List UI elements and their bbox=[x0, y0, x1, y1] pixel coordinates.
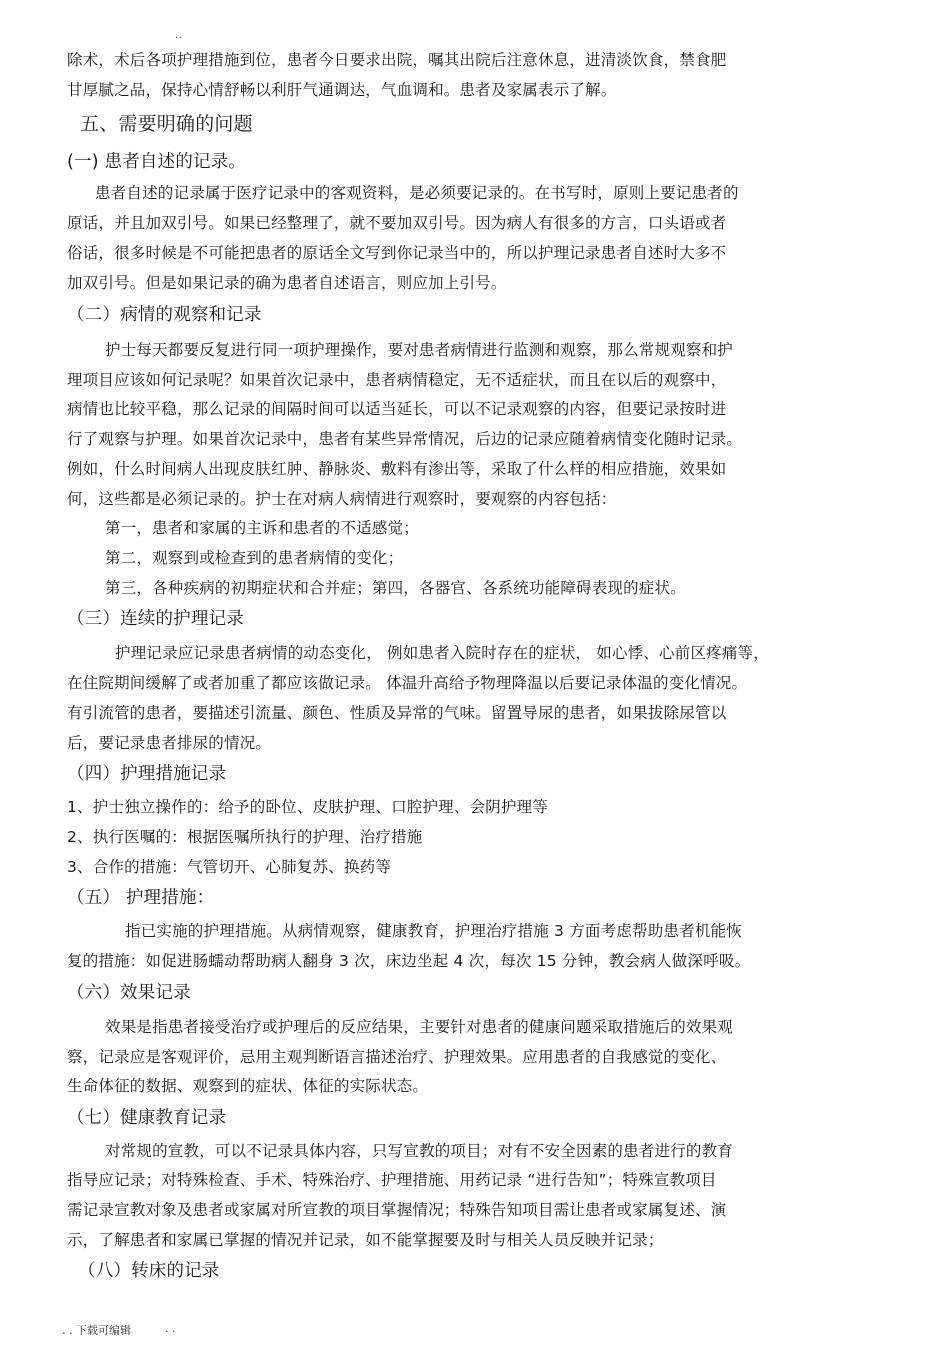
text-line: 俗话，很多时候是不可能把患者的原话全文写到你记录当中的，所以护理记录患者自述时大多不 bbox=[67, 244, 727, 262]
list-item: 第一，患者和家属的主诉和患者的不适感觉； bbox=[105, 519, 420, 537]
text-line: 指已实施的护理措施。从病情观察，健康教育，护理治疗措施 3 方面考虑帮助患者机能恢 bbox=[125, 922, 742, 940]
text-line: 对常规的宣教，可以不记录具体内容，只写宣教的项目；对有不安全因素的患者进行的教育 bbox=[105, 1142, 734, 1160]
text-line: 示，了解患者和家属已掌握的情况并记录，如不能掌握要及时与相关人员反映并记录； bbox=[67, 1231, 664, 1249]
text-line: 有引流管的患者，要描述引流量、颜色、性质及异常的气味。留置导尿的患者，如果拔除尿管以 bbox=[67, 704, 727, 722]
text-line: 例如，什么时间病人出现皮肤红肿、静脉炎、敷料有渗出等，采取了什么样的相应措施，效果如 bbox=[67, 460, 727, 478]
text-line: 加双引号。但是如果记录的确为患者自述语言，则应加上引号。 bbox=[67, 274, 507, 292]
subsection-heading: （五） 护理措施： bbox=[67, 888, 215, 908]
list-item: 3、合作的措施：气管切开、心肺复苏、换药等 bbox=[67, 858, 392, 876]
section-heading: 五、需要明确的问题 bbox=[80, 113, 253, 135]
text-line: 何，这些都是必须记录的。护士在对病人病情进行观察时，要观察的内容包括： bbox=[67, 490, 617, 508]
text-line: 病情也比较平稳，那么记录的间隔时间可以适当延长，可以不记录观察的内容，但要记录按时进 bbox=[67, 400, 727, 418]
text-line: 除术，术后各项护理措施到位，患者今日要求出院，嘱其出院后注意休息，进清淡饮食，禁食肥 bbox=[67, 51, 727, 69]
subsection-heading: （六）效果记录 bbox=[67, 983, 191, 1003]
subsection-heading: （三）连续的护理记录 bbox=[67, 609, 244, 629]
text-line: 效果是指患者接受治疗或护理后的反应结果，主要针对患者的健康问题采取措施后的效果观 bbox=[105, 1018, 734, 1036]
list-item: 第三，各种疾病的初期症状和合并症；第四，各器官、各系统功能障碍表现的症状。 bbox=[105, 579, 686, 597]
text-line: 患者自述的记录属于医疗记录中的客观资料，是必须要记录的。在书写时，原则上要记患者的 bbox=[95, 184, 739, 202]
text-line: 原话，并且加双引号。如果已经整理了，就不要加双引号。因为病人有很多的方言，口头语或者 bbox=[67, 214, 727, 232]
text-line: 理项目应该如何记录呢？如果首次记录中，患者病情稳定，无不适症状，而且在以后的观察中， bbox=[67, 371, 727, 389]
footer-dots: . . bbox=[165, 1322, 176, 1335]
text-line: 甘厚腻之品，保持心情舒畅以利肝气通调达，气血调和。患者及家属表示了解。 bbox=[67, 81, 617, 99]
text-line: 护理记录应记录患者病情的动态变化， 例如患者入院时存在的症状， 如心悸、心前区疼痛等， bbox=[115, 644, 769, 662]
subsection-heading: （二）病情的观察和记录 bbox=[67, 305, 262, 325]
text-line: 需记录宣教对象及患者或家属对所宣教的项目掌握情况；特殊告知项目需让患者或家属复述、演 bbox=[67, 1201, 727, 1219]
header-dots: .. bbox=[175, 28, 182, 41]
text-line: 生命体征的数据、观察到的症状、体征的实际状态。 bbox=[67, 1077, 429, 1095]
text-line: 行了观察与护理。如果首次记录中，患者有某些异常情况，后边的记录应随着病情变化随时记录。 bbox=[67, 430, 743, 448]
subsection-heading: （七）健康教育记录 bbox=[67, 1108, 227, 1128]
text-line: 复的措施：如促进肠蠕动帮助病人翻身 3 次，床边坐起 4 次，每次 15 分钟，教会病人做深呼吸。 bbox=[67, 952, 751, 970]
list-item: 2、执行医嘱的：根据医嘱所执行的护理、治疗措施 bbox=[67, 828, 423, 846]
list-item: 第二，观察到或检查到的患者病情的变化； bbox=[105, 549, 404, 567]
text-line: 在住院期间缓解了或者加重了都应该做记录。 体温升高给予物理降温以后要记录体温的变化情况。 bbox=[67, 674, 748, 692]
text-line: 后，要记录患者排尿的情况。 bbox=[67, 734, 272, 752]
subsection-heading: （四）护理措施记录 bbox=[67, 764, 227, 784]
text-line: 指导应记录；对特殊检查、手术、特殊治疗、护理措施、用药记录 “进行告知”；特殊宣教项目 bbox=[67, 1171, 717, 1189]
list-item: 1、护士独立操作的：给予的卧位、皮肤护理、口腔护理、会阴护理等 bbox=[67, 798, 549, 816]
text-line: 护士每天都要反复进行同一项护理操作，要对患者病情进行监测和观察，那么常规观察和护 bbox=[105, 341, 734, 359]
footer-label: . . 下载可编辑 bbox=[62, 1324, 131, 1337]
subsection-heading: (一) 患者自述的记录。 bbox=[67, 152, 247, 172]
text-line: 察，记录应是客观评价，忌用主观判断语言描述治疗、护理效果。应用患者的自我感觉的变化、 bbox=[67, 1048, 727, 1066]
subsection-heading: （八）转床的记录 bbox=[78, 1261, 220, 1281]
